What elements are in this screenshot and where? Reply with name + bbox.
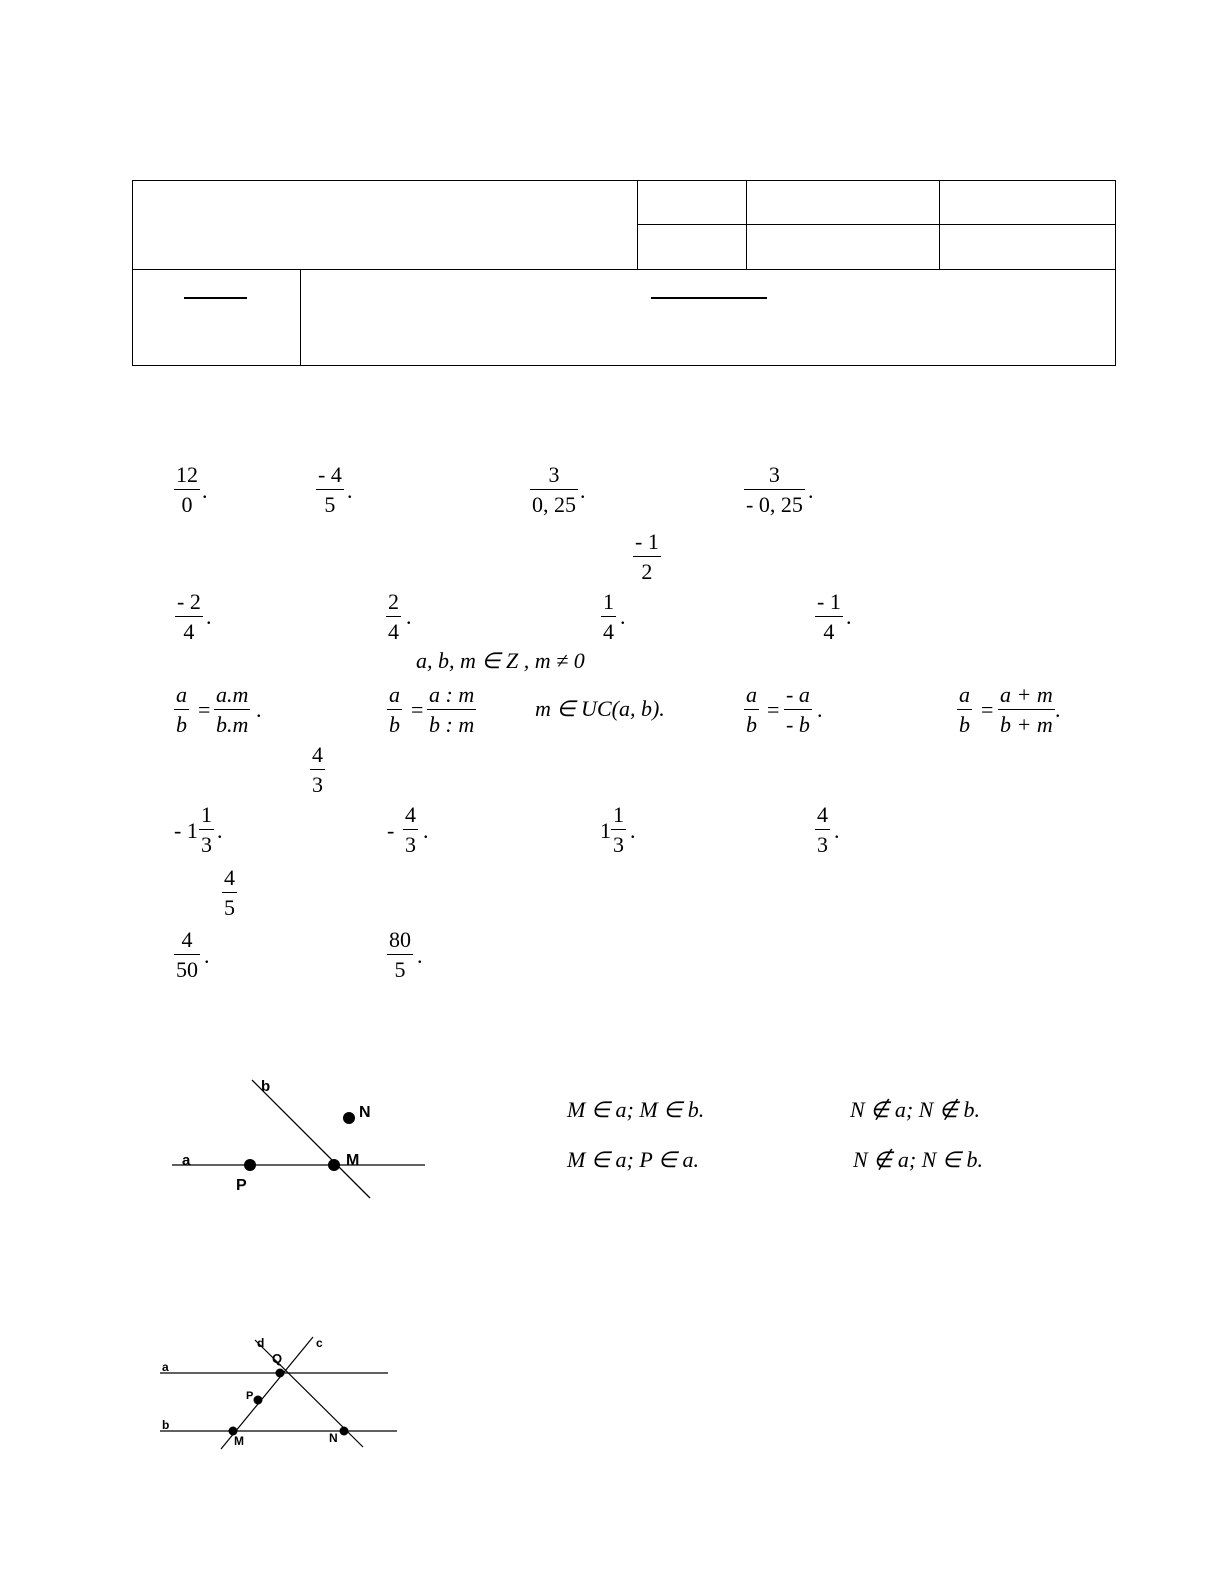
label-line-a: a bbox=[162, 1360, 169, 1374]
q6-option-b[interactable]: N ∉ a; N ∉ b. bbox=[850, 1097, 981, 1122]
q3-opt3-right: $\frac{- a}{- b}$ bbox=[786, 682, 810, 737]
q2-option-c[interactable]: $\frac{1}{4}$ bbox=[603, 589, 614, 644]
q5-given-fraction: $\frac{4}{5}$ bbox=[224, 865, 235, 920]
label-line-d: d bbox=[257, 1336, 265, 1350]
q6-figure bbox=[160, 1070, 440, 1210]
q4-given-fraction: $\frac{4}{3}$ bbox=[312, 742, 323, 797]
q4-option-c[interactable]: $\frac{1}{3}$ bbox=[613, 802, 624, 857]
point-q-dot bbox=[276, 1369, 285, 1378]
q1-option-d[interactable]: $\frac{3}{- 0, 25}$ bbox=[746, 462, 803, 517]
q6-option-a[interactable]: M ∈ a; M ∈ b. bbox=[567, 1097, 705, 1122]
q3-opt2-condition: m ∈ UC(a, b). bbox=[535, 696, 665, 721]
q6-option-c[interactable]: M ∈ a; P ∈ a. bbox=[567, 1147, 700, 1172]
label-point-p: P bbox=[246, 1390, 254, 1402]
q3-opt2-right: $\frac{a : m}{b : m}$ bbox=[429, 682, 475, 737]
q2-option-d[interactable]: $\frac{- 1}{4}$ bbox=[817, 589, 841, 644]
label-point-m: M bbox=[234, 1434, 244, 1448]
header-table bbox=[132, 180, 1116, 366]
point-p-dot bbox=[254, 1396, 263, 1405]
q1-option-b[interactable]: $\frac{- 4}{5}$ bbox=[318, 462, 342, 517]
point-n-dot bbox=[340, 1427, 349, 1436]
label-point-n: N bbox=[329, 1431, 338, 1445]
label-point-p: P bbox=[236, 1177, 247, 1194]
q7-figure bbox=[155, 1325, 405, 1455]
label-line-b: b bbox=[162, 1418, 170, 1432]
point-m-dot bbox=[328, 1159, 340, 1171]
q4-option-b[interactable]: $\frac{4}{3}$ bbox=[405, 802, 416, 857]
q1-option-c[interactable]: $\frac{3}{0, 25}$ bbox=[532, 462, 576, 517]
q2-option-b[interactable]: $\frac{2}{4}$ bbox=[388, 589, 399, 644]
q2-option-a[interactable]: $\frac{- 2}{4}$ bbox=[177, 589, 201, 644]
label-line-a: a bbox=[182, 1152, 191, 1169]
q4-option-d[interactable]: $\frac{4}{3}$ bbox=[817, 802, 828, 857]
q3-condition: a, b, m ∈ Z , m ≠ 0 bbox=[416, 648, 585, 673]
q3-opt4-left[interactable]: $\frac{a}{b}$ bbox=[959, 682, 970, 737]
q3-opt2-left[interactable]: $\frac{a}{b}$ bbox=[389, 682, 400, 737]
label-point-q: Q bbox=[272, 1351, 283, 1366]
q3-opt1-left[interactable]: $\frac{a}{b}$ bbox=[176, 682, 187, 737]
label-line-c: c bbox=[316, 1336, 323, 1350]
q5-option-b[interactable]: $\frac{80}{5}$ bbox=[389, 927, 411, 982]
q3-opt3-left[interactable]: $\frac{a}{b}$ bbox=[746, 682, 757, 737]
q2-given-fraction: $\frac{- 1}{2}$ bbox=[635, 529, 659, 584]
label-point-m: M bbox=[346, 1152, 360, 1169]
q6-option-d[interactable]: N ∉ a; N ∈ b. bbox=[853, 1147, 984, 1172]
label-point-n: N bbox=[359, 1104, 371, 1121]
point-p-dot bbox=[244, 1159, 256, 1171]
q1-option-a[interactable]: $\frac{12}{0}$ bbox=[176, 462, 198, 517]
point-n-dot bbox=[343, 1112, 355, 1124]
q5-option-a[interactable]: $\frac{4}{50}$ bbox=[176, 927, 198, 982]
q3-opt1-right: $\frac{a.m}{b.m}$ bbox=[216, 682, 249, 737]
label-line-b: b bbox=[261, 1078, 271, 1095]
q3-opt4-right: $\frac{a + m}{b + m}$ bbox=[1000, 682, 1053, 737]
q4-option-a[interactable]: $\frac{1}{3}$ bbox=[201, 802, 212, 857]
